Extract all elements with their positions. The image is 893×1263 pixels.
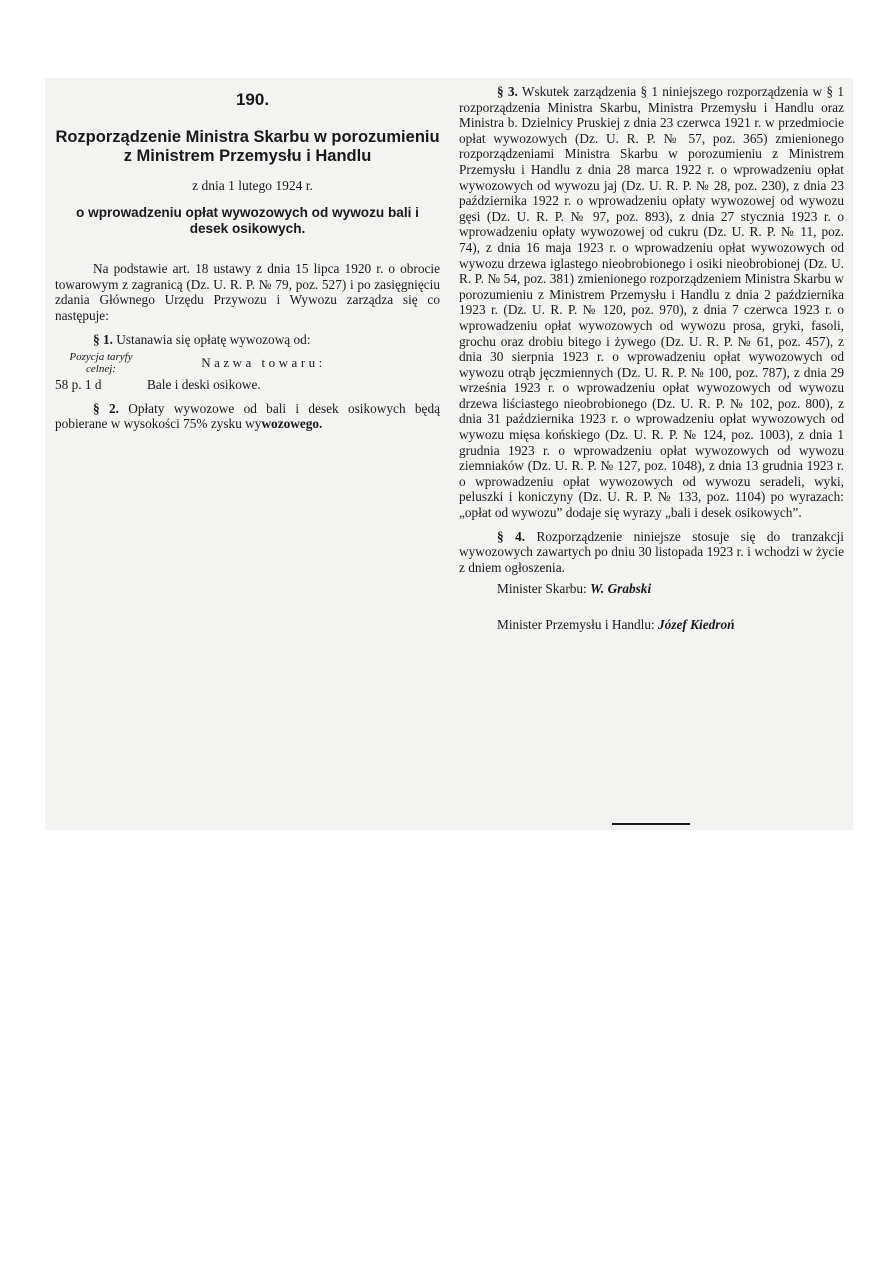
section-2-text-end: wozowego.: [261, 416, 323, 432]
right-column: [459, 84, 844, 633]
section-2: [55, 401, 440, 432]
section-1: [55, 332, 440, 348]
signature-role: Minister Przemysłu i Handlu:: [497, 617, 655, 632]
act-title: Rozporządzenie Ministra Skarbu w porozumieniu z Ministrem Przemysłu i Handlu: [55, 127, 440, 165]
tariff-code: 58 p. 1 d: [55, 377, 102, 393]
signature-role: Minister Skarbu:: [497, 581, 587, 597]
signature-finance-minister: [459, 581, 844, 597]
section-2-text: Opłaty wywozowe od bali i desek osikowych będą pobierane w wysokości 75% zysku wy: [55, 400, 441, 432]
signature-name: W. Grabski: [590, 581, 652, 597]
section-4-mark: § 4.: [497, 528, 526, 544]
act-date: z dnia 1 lutego 1924 r.: [192, 177, 313, 193]
tariff-col-name: Nazwa towaru:: [201, 355, 326, 371]
section-1-text: Ustanawia się opłatę wywozową od:: [116, 331, 311, 347]
tariff-col-position: Pozycja taryfy celnej:: [69, 351, 133, 376]
section-3-mark: § 3.: [497, 84, 518, 99]
section-1-mark: § 1.: [93, 331, 113, 347]
section-3-text: Wskutek zarządzenia § 1 niniejszego rozporządzenia w § 1 rozporządzenia Ministra Skarbu, Ministra Przemysłu i Handlu oraz Ministra b. Dzielnicy Pruskiej z dnia 23 czerwca 1921 r. w przedmiocie opłat wywozowych (Dz. U. R. P. № 57, poz. 365) zmienionego rozporządzeniami Ministra Skarbu w porozumieniu z Ministrem Przemysłu i Handlu z dnia 28 marca 1922 r. o wprowadzeniu opłat wywozowych od wywozu jaj (Dz. U. R. P. № 28, poz. 230), z dnia 23 października 1922 r. o wprowadzeniu opłaty wywozowej od wywozu gęsi (Dz. U. R. P. № 97, poz. 893), z dnia 27 stycznia 1923 r. o wprowadzeniu opłaty wywozowej od cukru (Dz. U. R. P. № 11, poz. 74), z dnia 16 maja 1923 r. o wprowadzeniu opłat wywozowych od wywozu drzewa iglastego nieobrobionego i osiki nieobrobionej (Dz. U. R. P. № 54, poz. 381) zmienionego rozporządzeniem Ministra Skarbu w porozumieniu z Ministrem Przemysłu i Handlu z dnia 2 października 1923 r. (Dz. U. R. P. № 120, poz. 970), z dnia 7 czerwca 1923 r. o wprowadzeniu opłat wywozowych od wywozu prosa, gryki, fasoli, grochu oraz drobiu bitego i żywego (Dz. U. R. P. № 61, poz. 457), z dnia 30 sierpnia 1923 r. o wprowadzeniu opłat wywozowych od wywozu otrąb jęczmiennych (Dz. U. R. P. № 100, poz. 787), z dnia 29 września 1923 r. o wprowadzeniu opłat wywozowych od wywozu drzewa liściastego nieobrobionego (Dz. U. R. P. № 102, poz. 800), z dnia 31 października 1923 r. o wprowadzeniu opłat wywozowych od wywozu mięsa końskiego (Dz. U. R. P. № 124, poz. 1003), z dnia 1 grudnia 1923 r. o wprowadzeniu opłat wywozowych od wywozu ziemniaków (Dz. U. R. P. № 127, poz. 1048), z dnia 13 grudnia 1923 r. o wprowadzeniu opłat wywozowych od wywozu seradeli, wyki, peluszki i koniczyny (Dz. U. R. P. № 133, poz. 1104) po wyrazach: „opłat od wywozu” dodaje się wyrazy „bali i desek osikowych”.: [459, 84, 844, 521]
signature-name: Józef Kiedroń: [658, 617, 735, 632]
section-4: [459, 529, 844, 576]
tariff-goods: Bale i deski osikowe.: [147, 377, 261, 393]
act-subject: o wprowadzeniu opłat wywozowych od wywozu bali i desek osikowych.: [76, 205, 419, 237]
left-column: [55, 84, 440, 432]
signature-industry-minister: [459, 617, 844, 633]
section-2-mark: § 2.: [93, 400, 119, 416]
section-3: [459, 84, 844, 521]
section-4-text: Rozporządzenie niniejsze stosuje się do tranzakcji wywozowych zawartych po dniu 30 listopada 1923 r. i wchodzi w życie z dniem ogłoszenia.: [459, 528, 844, 575]
tariff-table-header: [55, 351, 440, 375]
tariff-row: [55, 377, 440, 393]
preamble: Na podstawie art. 18 ustawy z dnia 15 lipca 1920 r. o obrocie towarowym z zagranicą (Dz. U. R. P. № 79, poz. 527) i po zasięgnięciu zdania Głównego Urzędu Przywozu i Wywozu zarządza się co następuje:: [55, 261, 440, 323]
act-number: 190.: [235, 90, 270, 109]
closing-rule-divider: [612, 823, 690, 825]
